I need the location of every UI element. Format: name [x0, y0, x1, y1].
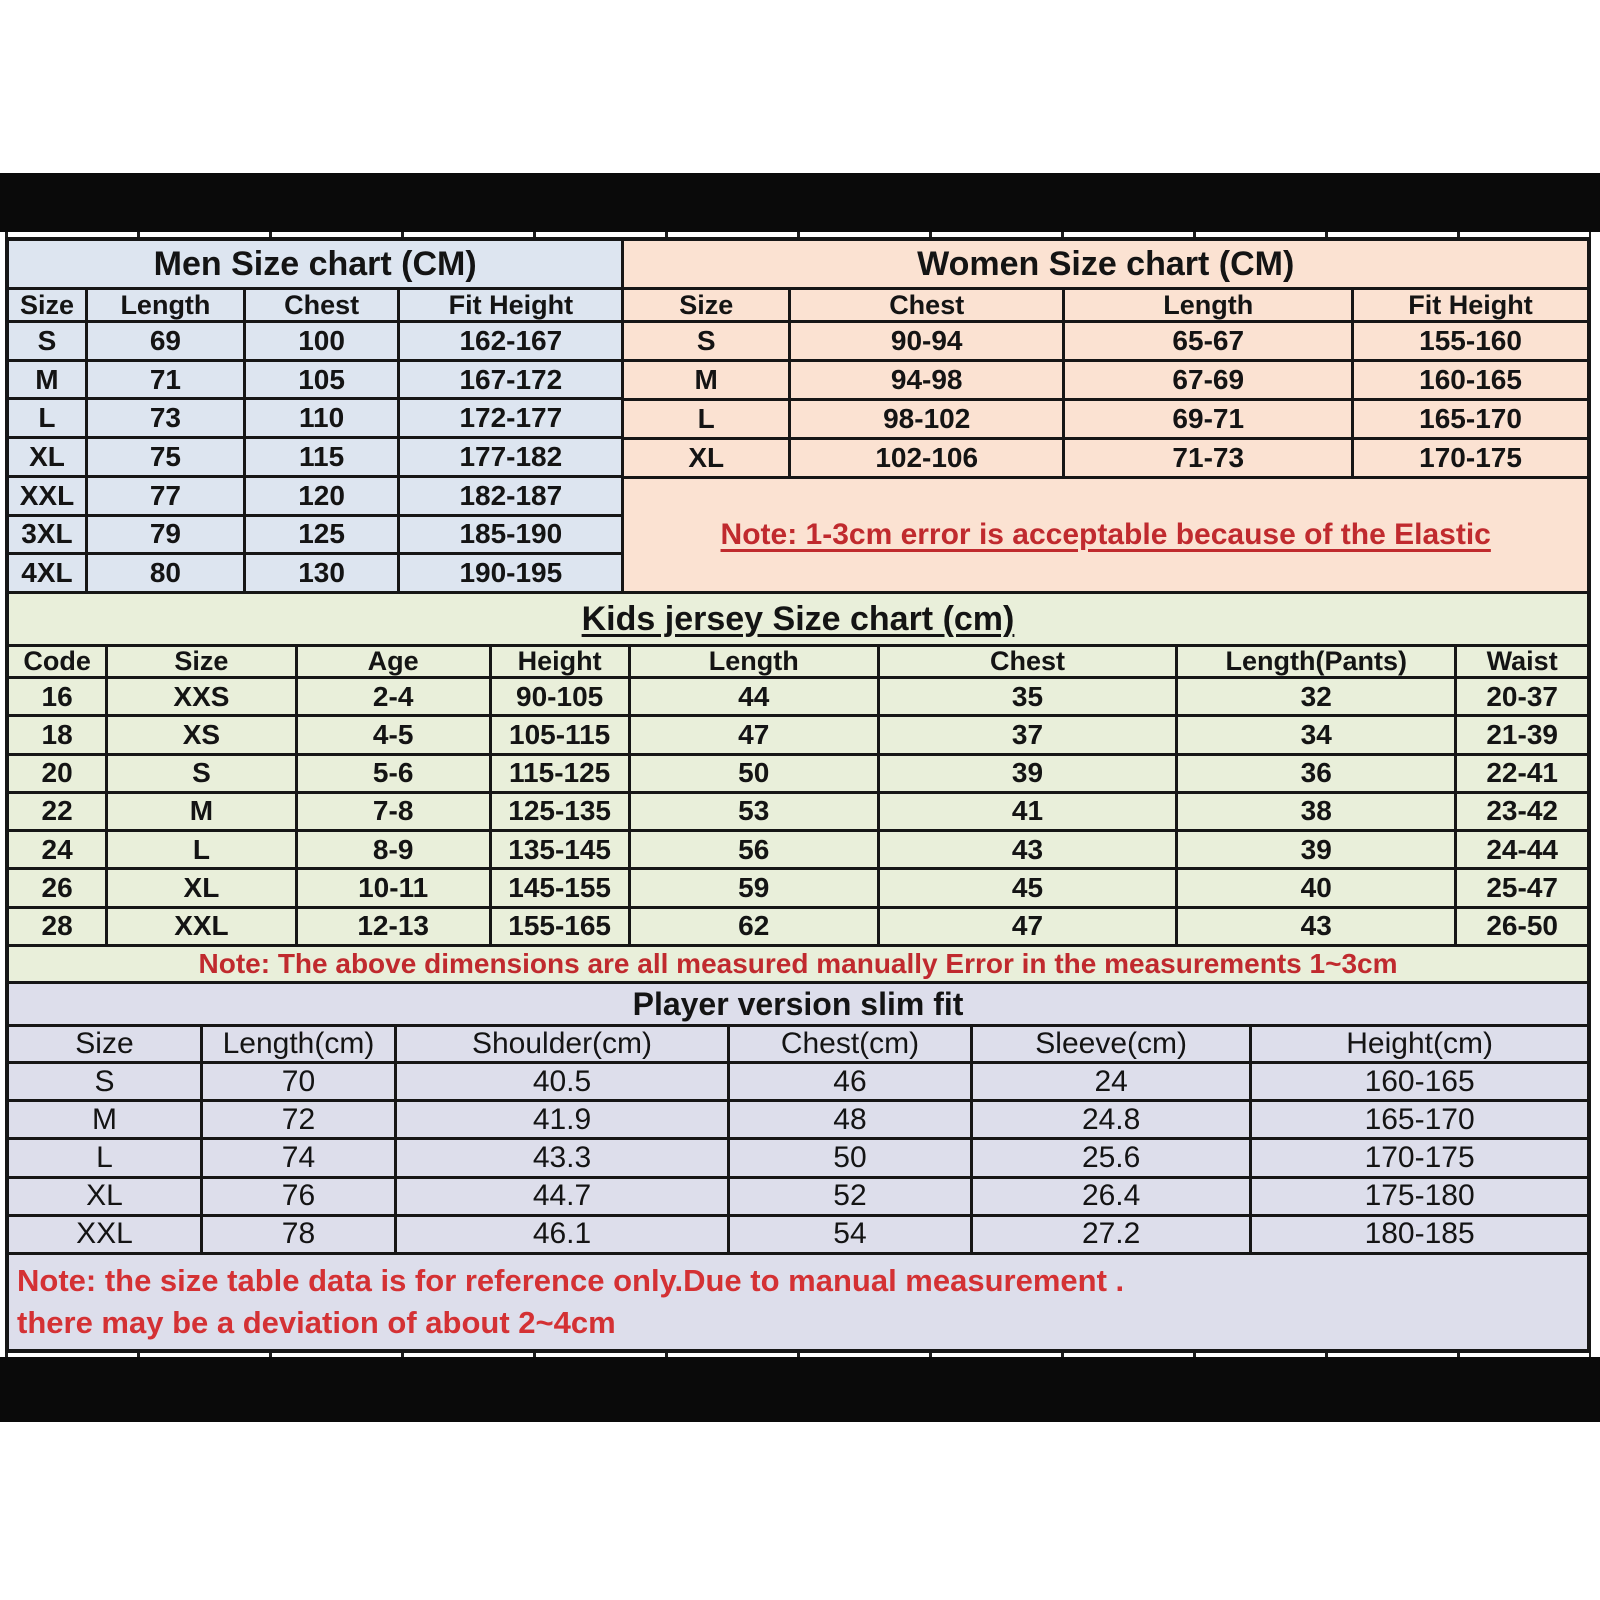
data-cell: 43.3	[394, 1140, 727, 1175]
data-cell: S	[696, 325, 716, 356]
data-cell: 28	[41, 910, 73, 942]
women-table-body	[624, 323, 1587, 476]
header-cell: Chest	[243, 290, 397, 320]
data-cell: 35	[877, 679, 1175, 714]
data-cell: 177-182	[397, 439, 621, 475]
data-cell: 160-165	[1351, 362, 1587, 398]
data-cell: 27.2	[970, 1217, 1249, 1252]
data-cell: 53	[628, 794, 877, 829]
data-cell: 170-175	[1351, 440, 1587, 476]
data-cell: 94-98	[788, 362, 1062, 398]
data-cell: 50	[628, 756, 877, 791]
data-cell: 44.7	[394, 1179, 727, 1214]
data-cell: 155-160	[1351, 323, 1587, 359]
table-row	[9, 1064, 1587, 1099]
data-cell: 18	[41, 718, 73, 750]
data-cell: 71	[85, 362, 243, 398]
table-row	[624, 398, 1587, 437]
data-cell: 79	[85, 517, 243, 553]
data-cell: 24	[41, 833, 73, 865]
data-cell: 3XL	[21, 518, 73, 550]
table-row	[9, 1137, 1587, 1175]
header-cell: Size	[679, 290, 734, 320]
data-cell: L	[38, 402, 56, 434]
data-cell: 135-145	[489, 832, 628, 867]
data-cell: 38	[1175, 794, 1454, 829]
data-cell: 10-11	[295, 870, 489, 905]
header-cell: Height	[489, 647, 628, 676]
data-cell: 165-170	[1249, 1102, 1587, 1137]
kids-size-table	[9, 591, 1587, 981]
data-cell: 43	[1175, 909, 1454, 944]
data-cell: XXS	[105, 679, 294, 714]
data-cell: 69-71	[1062, 401, 1351, 437]
data-cell: XXL	[76, 1217, 133, 1251]
data-cell: 34	[1175, 717, 1454, 752]
header-cell: Code	[23, 647, 91, 676]
header-cell: Height(cm)	[1249, 1027, 1587, 1061]
data-cell: 36	[1175, 756, 1454, 791]
data-cell: 170-175	[1249, 1140, 1587, 1175]
data-cell: 130	[243, 555, 397, 591]
data-cell: S	[37, 324, 57, 356]
footer-note-line-1: Note: the size table data is for reference only.Due to manual measurement .	[17, 1263, 1125, 1299]
data-cell: M	[694, 364, 718, 395]
data-cell: 167-172	[397, 362, 621, 398]
data-cell: 54	[727, 1217, 970, 1252]
data-cell: 23-42	[1454, 794, 1587, 829]
player-table-body	[9, 1064, 1587, 1252]
header-cell: Length	[85, 290, 243, 320]
data-cell: 62	[628, 909, 877, 944]
data-cell: S	[105, 756, 294, 791]
data-cell: XS	[105, 717, 294, 752]
table-row	[9, 906, 1587, 944]
data-cell: 182-187	[397, 478, 621, 514]
bottom-black-bar	[0, 1357, 1600, 1422]
data-cell: 165-170	[1351, 401, 1587, 437]
footer-reference-note	[9, 1252, 1587, 1349]
data-cell: 39	[1175, 832, 1454, 867]
data-cell: 4XL	[21, 557, 73, 589]
data-cell: 185-190	[397, 517, 621, 553]
data-cell: XL	[688, 442, 725, 473]
data-cell: 25-47	[1454, 870, 1587, 905]
table-row	[624, 359, 1587, 398]
header-cell: Fit Height	[1351, 290, 1587, 320]
table-row	[9, 514, 621, 553]
data-cell: 180-185	[1249, 1217, 1587, 1252]
data-cell: 52	[727, 1179, 970, 1214]
data-cell: L	[96, 1141, 113, 1174]
player-table-header-row	[9, 1024, 1587, 1064]
men-table-title: Men Size chart (CM)	[153, 244, 477, 283]
data-cell: 48	[727, 1102, 970, 1137]
kids-table-header-row	[9, 644, 1587, 679]
data-cell: 75	[85, 439, 243, 475]
data-cell: M	[91, 1102, 117, 1136]
data-cell: M	[35, 363, 59, 395]
header-cell: Chest	[877, 647, 1175, 676]
header-cell: Fit Height	[397, 290, 621, 320]
data-cell: 37	[877, 717, 1175, 752]
table-row	[9, 323, 621, 359]
header-cell: Length(cm)	[200, 1027, 394, 1061]
data-cell: 26	[41, 872, 73, 904]
table-row	[9, 679, 1587, 714]
data-cell: 72	[200, 1102, 394, 1137]
footer-note-line-2: there may be a deviation of about 2~4cm	[17, 1305, 616, 1340]
kids-table-title-text: Kids jersey Size chart (cm)	[581, 599, 1015, 638]
data-cell: 46	[727, 1064, 970, 1099]
table-row	[624, 323, 1587, 359]
data-cell: 4-5	[295, 717, 489, 752]
header-cell: Size	[75, 1027, 134, 1060]
data-cell: 21-39	[1454, 717, 1587, 752]
data-cell: 22	[41, 795, 73, 827]
data-cell: 22-41	[1454, 756, 1587, 791]
women-elastic-note: Note: 1-3cm error is acceptable because of the Elastic	[624, 476, 1587, 591]
table-row	[9, 552, 621, 591]
data-cell: 16	[41, 680, 73, 712]
data-cell: 59	[628, 870, 877, 905]
data-cell: 45	[877, 870, 1175, 905]
data-cell: 2-4	[295, 679, 489, 714]
men-table-header-row	[9, 287, 621, 323]
data-cell: 39	[877, 756, 1175, 791]
table-row	[9, 791, 1587, 829]
data-cell: 65-67	[1062, 323, 1351, 359]
data-cell: 47	[628, 717, 877, 752]
men-size-table	[9, 241, 624, 591]
data-cell: 73	[85, 400, 243, 436]
data-cell: 25.6	[970, 1140, 1249, 1175]
data-cell: 20	[41, 757, 73, 789]
data-cell: 145-155	[489, 870, 628, 905]
table-row	[624, 437, 1587, 476]
data-cell: 44	[628, 679, 877, 714]
data-cell: 102-106	[788, 440, 1062, 476]
data-cell: 41	[877, 794, 1175, 829]
data-cell: 162-167	[397, 323, 621, 359]
data-cell: M	[105, 794, 294, 829]
table-row	[9, 714, 1587, 752]
data-cell: XXL	[19, 479, 75, 511]
kids-table-title	[9, 594, 1587, 644]
data-cell: 76	[200, 1179, 394, 1214]
kids-measurement-note: Note: The above dimensions are all measured manually Error in the measurements 1~3cm	[9, 944, 1587, 981]
header-cell: Size	[105, 647, 294, 676]
data-cell: 172-177	[397, 400, 621, 436]
data-cell: 8-9	[295, 832, 489, 867]
header-cell: Length	[628, 647, 877, 676]
data-cell: 50	[727, 1140, 970, 1175]
data-cell: 125-135	[489, 794, 628, 829]
data-cell: 24	[970, 1064, 1249, 1099]
data-cell: 24-44	[1454, 832, 1587, 867]
table-row	[9, 1099, 1587, 1137]
women-table-header-row	[624, 287, 1587, 323]
data-cell: 69	[85, 323, 243, 359]
header-cell: Size	[19, 290, 74, 320]
data-cell: 40	[1175, 870, 1454, 905]
data-cell: 90-105	[489, 679, 628, 714]
data-cell: 110	[243, 400, 397, 436]
women-table-title: Women Size chart (CM)	[917, 244, 1295, 283]
data-cell: 105	[243, 362, 397, 398]
size-tables-sheet	[5, 237, 1591, 1353]
header-cell: Shoulder(cm)	[394, 1027, 727, 1061]
data-cell: 80	[85, 555, 243, 591]
data-cell: 70	[200, 1064, 394, 1099]
table-row	[9, 867, 1587, 905]
data-cell: 7-8	[295, 794, 489, 829]
data-cell: 26-50	[1454, 909, 1587, 944]
data-cell: 155-165	[489, 909, 628, 944]
data-cell: 26.4	[970, 1179, 1249, 1214]
data-cell: 20-37	[1454, 679, 1587, 714]
data-cell: 115-125	[489, 756, 628, 791]
data-cell: XL	[29, 441, 65, 473]
data-cell: 105-115	[489, 717, 628, 752]
table-row	[9, 436, 621, 475]
header-cell: Waist	[1454, 647, 1587, 676]
header-cell: Length(Pants)	[1175, 647, 1454, 676]
header-cell: Chest(cm)	[727, 1027, 970, 1061]
data-cell: 5-6	[295, 756, 489, 791]
header-cell: Chest	[788, 290, 1062, 320]
kids-table-body	[9, 679, 1587, 944]
data-cell: 115	[243, 439, 397, 475]
data-cell: XL	[105, 870, 294, 905]
men-women-row	[9, 241, 1587, 591]
data-cell: 120	[243, 478, 397, 514]
data-cell: 100	[243, 323, 397, 359]
data-cell: 56	[628, 832, 877, 867]
table-row	[9, 397, 621, 436]
table-row	[9, 359, 621, 398]
data-cell: XXL	[105, 909, 294, 944]
women-size-table	[624, 241, 1587, 591]
data-cell: 12-13	[295, 909, 489, 944]
data-cell: 24.8	[970, 1102, 1249, 1137]
table-row	[9, 829, 1587, 867]
player-table-title: Player version slim fit	[632, 985, 964, 1022]
data-cell: 71-73	[1062, 440, 1351, 476]
data-cell: 40.5	[394, 1064, 727, 1099]
header-cell: Sleeve(cm)	[970, 1027, 1249, 1061]
data-cell: 41.9	[394, 1102, 727, 1137]
data-cell: 47	[877, 909, 1175, 944]
table-row	[9, 753, 1587, 791]
data-cell: 125	[243, 517, 397, 553]
data-cell: 78	[200, 1217, 394, 1252]
data-cell: 190-195	[397, 555, 621, 591]
header-cell: Length	[1062, 290, 1351, 320]
data-cell: 74	[200, 1140, 394, 1175]
data-cell: 46.1	[394, 1217, 727, 1252]
data-cell: 67-69	[1062, 362, 1351, 398]
data-cell: S	[94, 1064, 115, 1098]
table-row	[9, 475, 621, 514]
men-table-body	[9, 323, 621, 591]
table-row	[9, 1176, 1587, 1214]
data-cell: 160-165	[1249, 1064, 1587, 1099]
data-cell: 90-94	[788, 323, 1062, 359]
data-cell: 43	[877, 832, 1175, 867]
data-cell: L	[697, 403, 715, 434]
top-black-bar	[0, 173, 1600, 232]
header-cell: Age	[295, 647, 489, 676]
data-cell: 98-102	[788, 401, 1062, 437]
data-cell: 77	[85, 478, 243, 514]
table-row	[9, 1214, 1587, 1252]
player-version-table	[9, 981, 1587, 1349]
data-cell: XL	[86, 1179, 123, 1213]
data-cell: 175-180	[1249, 1179, 1587, 1214]
data-cell: L	[105, 832, 294, 867]
data-cell: 32	[1175, 679, 1454, 714]
